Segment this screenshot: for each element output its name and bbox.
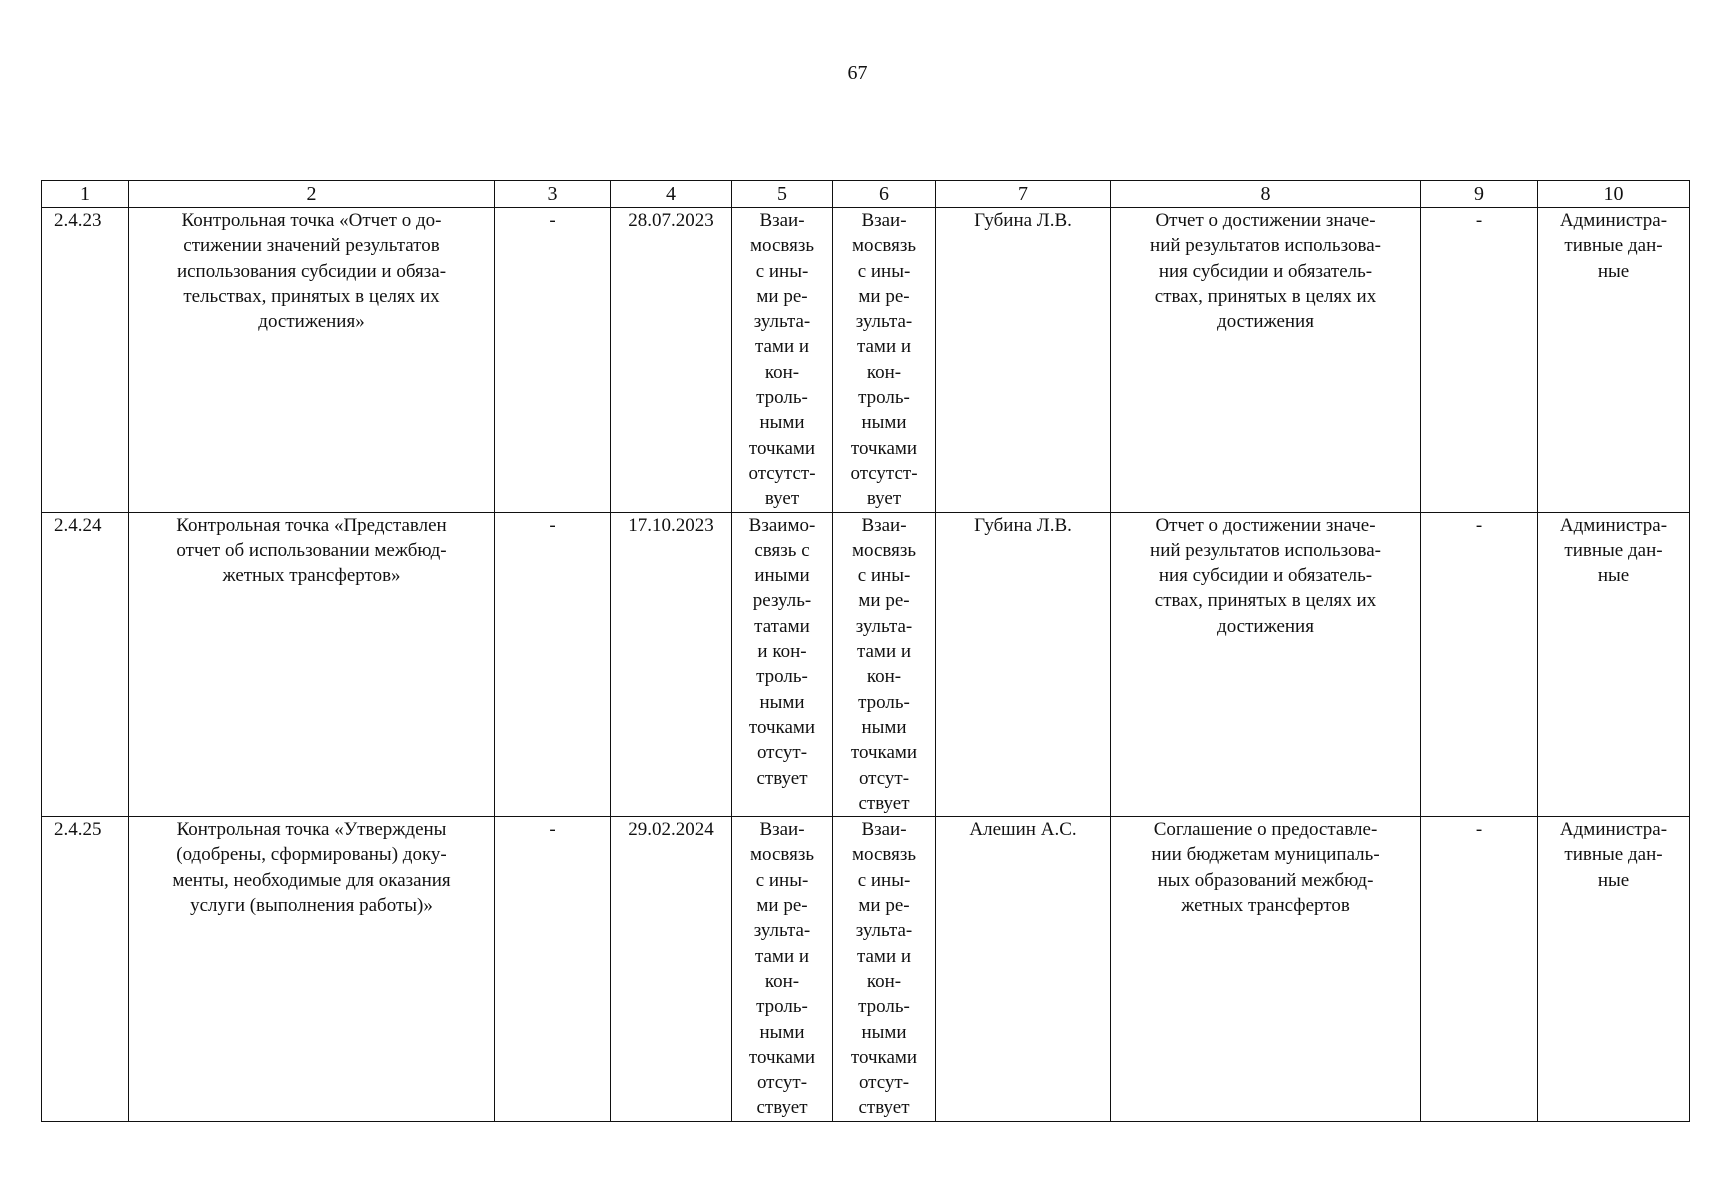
column-3-text: - bbox=[549, 514, 556, 536]
column-9-text: - bbox=[1475, 819, 1483, 841]
control-point-name bbox=[129, 208, 495, 513]
relation-text: Взаи- мосвязь с ины- ми ре- зульта- тами и кон- троль- ными точками отсут- ствует bbox=[850, 514, 918, 814]
row-number-text: 2.4.25 bbox=[54, 819, 102, 841]
row-number bbox=[42, 817, 129, 1122]
row-number bbox=[42, 512, 129, 817]
document-text: Отчет о достижении значе- ний результатов использова- ния субсидии и обязатель- ствах, принятых в целях их достижения bbox=[1150, 210, 1381, 333]
column-header: 10 bbox=[1538, 181, 1690, 208]
document-text: Соглашение о предоставле- нии бюджетам муниципаль- ных образований межбюд- жетных трансфертов bbox=[1151, 819, 1380, 917]
column-3-cell bbox=[495, 208, 611, 513]
relation-text: Взаи- мосвязь с ины- ми ре- зульта- тами и кон- троль- ными точками отсутст- вует bbox=[748, 210, 816, 510]
column-header: 1 bbox=[42, 181, 129, 208]
column-9-cell bbox=[1421, 817, 1538, 1122]
column-header: 2 bbox=[129, 181, 495, 208]
table-row bbox=[42, 512, 1690, 817]
relation-cell bbox=[833, 512, 936, 817]
responsible-text: Алешин А.С. bbox=[969, 819, 1077, 841]
relation-text: Взаи- мосвязь с ины- ми ре- зульта- тами и кон- троль- ными точками отсут- ствует bbox=[850, 819, 918, 1119]
relation-cell bbox=[732, 208, 833, 513]
relation-cell bbox=[833, 208, 936, 513]
row-number bbox=[42, 208, 129, 513]
responsible-text: Губина Л.В. bbox=[974, 514, 1072, 536]
date-cell bbox=[611, 817, 732, 1122]
document-cell bbox=[1111, 817, 1421, 1122]
relation-cell bbox=[732, 817, 833, 1122]
row-number-text: 2.4.23 bbox=[54, 210, 102, 231]
date-cell bbox=[611, 512, 732, 817]
column-9-cell bbox=[1421, 512, 1538, 817]
source-text: Администра- тивные дан- ные bbox=[1559, 819, 1668, 891]
column-header: 5 bbox=[732, 181, 833, 208]
column-3-text: - bbox=[549, 210, 556, 231]
control-points-table bbox=[41, 180, 1690, 1122]
column-header: 9 bbox=[1421, 181, 1538, 208]
date-text: 17.10.2023 bbox=[628, 514, 714, 536]
source-cell bbox=[1538, 512, 1690, 817]
control-point-name-text: Контрольная точка «Утверждены (одобрены, сформированы) доку- менты, необходимые для оказания услуги (выполнения работы)» bbox=[172, 819, 451, 917]
control-point-name bbox=[129, 817, 495, 1122]
header-row bbox=[42, 181, 1690, 208]
column-3-cell bbox=[495, 817, 611, 1122]
table-row bbox=[42, 817, 1690, 1122]
document-text: Отчет о достижении значе- ний результатов использова- ния субсидии и обязатель- ствах, принятых в целях их достижения bbox=[1150, 514, 1381, 637]
relation-cell bbox=[833, 817, 936, 1122]
date-cell bbox=[611, 208, 732, 513]
document-cell bbox=[1111, 512, 1421, 817]
date-text: 28.07.2023 bbox=[628, 210, 714, 231]
control-point-name-text: Контрольная точка «Представлен отчет об использовании межбюд- жетных трансфертов» bbox=[176, 514, 447, 587]
responsible-cell bbox=[936, 512, 1111, 817]
source-text: Администра- тивные дан- ные bbox=[1559, 210, 1668, 282]
column-header: 3 bbox=[495, 181, 611, 208]
control-point-name-text: Контрольная точка «Отчет о до- стижении значений результатов использования субсидии и обяза- тельствах, принятых в целях их достижения» bbox=[176, 210, 447, 333]
relation-text: Взаи- мосвязь с ины- ми ре- зульта- тами и кон- троль- ными точками отсут- ствует bbox=[748, 819, 816, 1119]
responsible-cell bbox=[936, 208, 1111, 513]
source-cell bbox=[1538, 817, 1690, 1122]
column-header: 8 bbox=[1111, 181, 1421, 208]
responsible-text: Губина Л.В. bbox=[974, 210, 1072, 231]
column-header: 4 bbox=[611, 181, 732, 208]
source-cell bbox=[1538, 208, 1690, 513]
relation-text: Взаимо- связь с иными резуль- татами и кон- троль- ными точками отсут- ствует bbox=[748, 514, 816, 789]
date-text: 29.02.2024 bbox=[628, 819, 714, 841]
column-9-text: - bbox=[1475, 514, 1483, 536]
responsible-cell bbox=[936, 817, 1111, 1122]
column-9-text: - bbox=[1475, 210, 1483, 231]
document-cell bbox=[1111, 208, 1421, 513]
column-3-cell bbox=[495, 512, 611, 817]
relation-text: Взаи- мосвязь с ины- ми ре- зульта- тами и кон- троль- ными точками отсутст- вует bbox=[850, 210, 918, 510]
source-text: Администра- тивные дан- ные bbox=[1559, 514, 1668, 587]
column-header: 7 bbox=[936, 181, 1111, 208]
row-number-text: 2.4.24 bbox=[54, 514, 102, 536]
column-header: 6 bbox=[833, 181, 936, 208]
column-3-text: - bbox=[549, 819, 556, 841]
control-point-name bbox=[129, 512, 495, 817]
page-number: 67 bbox=[847, 62, 868, 84]
relation-cell bbox=[732, 512, 833, 817]
column-9-cell bbox=[1421, 208, 1538, 513]
table-row bbox=[42, 208, 1690, 513]
